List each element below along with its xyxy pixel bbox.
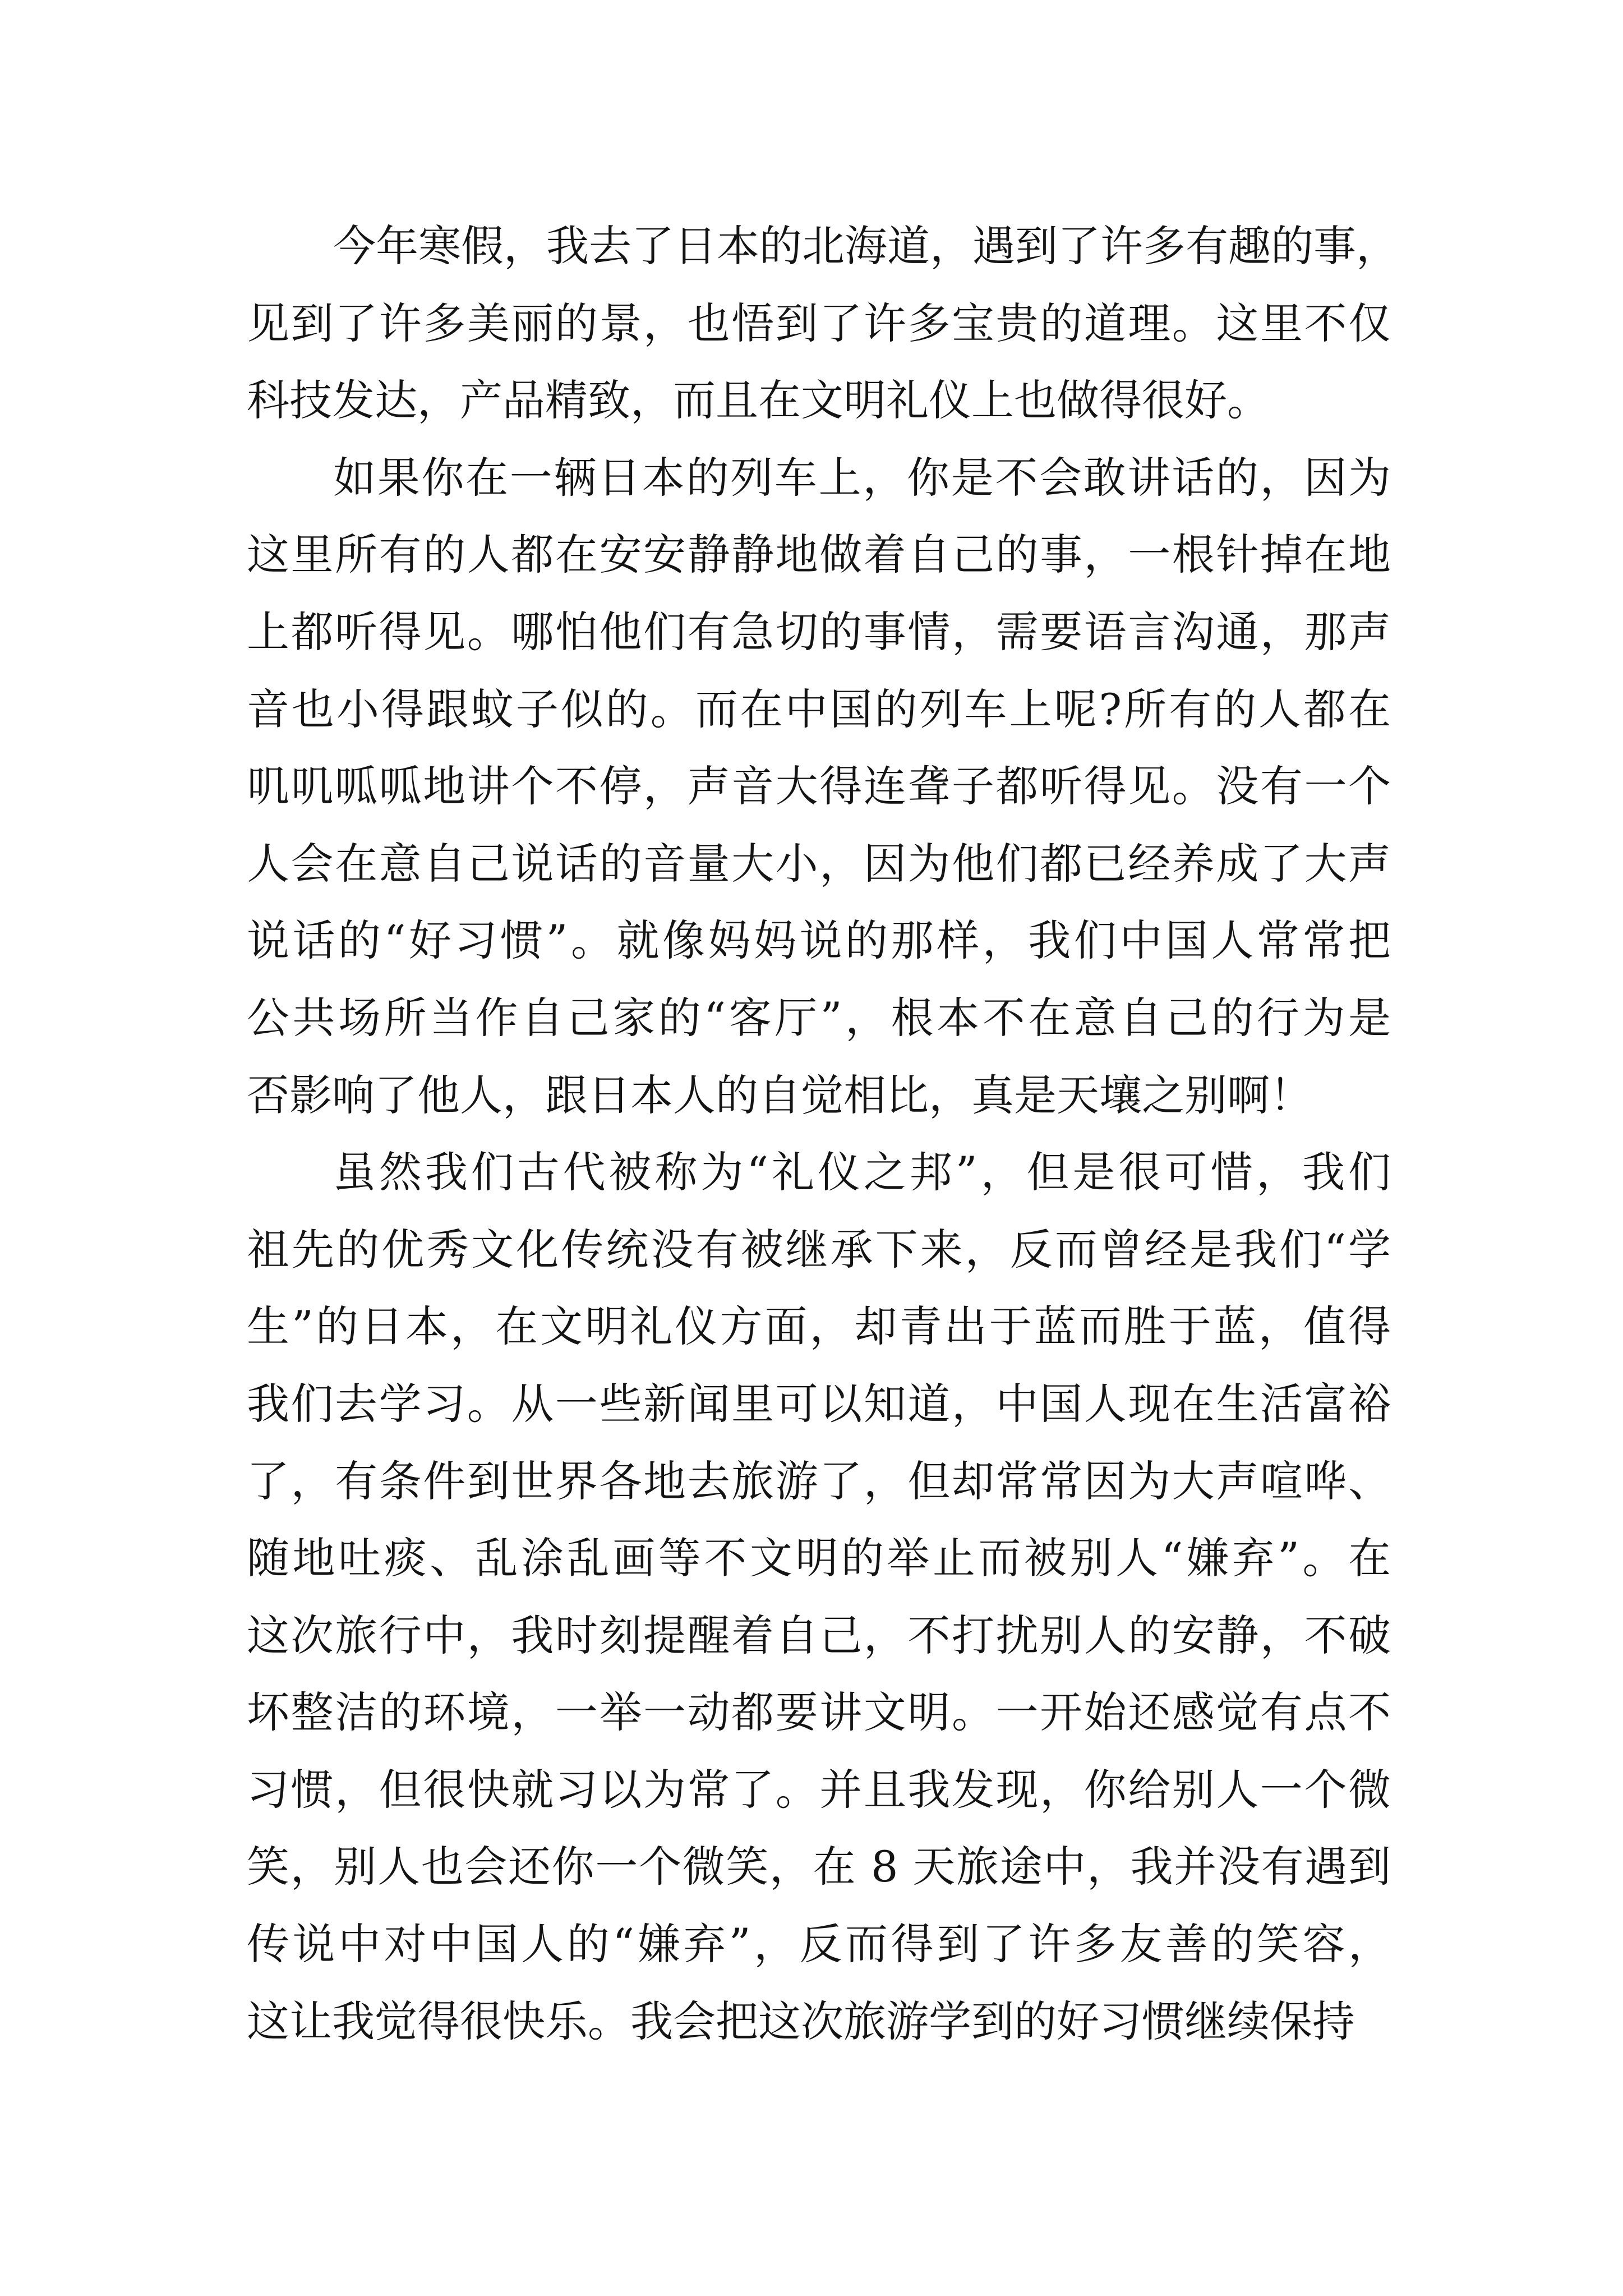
text-line: 说话的“好习惯”。就像妈妈说的那样，我们中国人常常把 [247,915,1391,966]
text-line: 随地吐痰、乱涂乱画等不文明的举止而被别人“嫌弃”。在 [247,1533,1391,1584]
text-line: 传说中对中国人的“嫌弃”，反而得到了许多友善的笑容， [247,1919,1391,1970]
text-line: 虽然我们古代被称为“礼仪之邦”，但是很可惜，我们 [333,1147,1391,1198]
text-line: 生”的日本，在文明礼仪方面，却青出于蓝而胜于蓝，值得 [247,1301,1391,1352]
text-line: 这里所有的人都在安安静静地做着自己的事，一根针掉在地 [247,530,1391,580]
paragraph-3 [247,1134,1391,2060]
text-line: 我们去学习。从一些新闻里可以知道，中国人现在生活富裕 [247,1378,1391,1429]
text-line: 如果你在一辆日本的列车上，你是不会敢讲话的，因为 [333,452,1391,503]
text-line: 音也小得跟蚊子似的。而在中国的列车上呢?所有的人都在 [247,684,1391,734]
text-line: 习惯，但很快就习以为常了。并且我发现，你给别人一个微 [247,1764,1391,1815]
text-line: 人会在意自己说话的音量大小，因为他们都已经养成了大声 [247,838,1391,889]
text-line: 否影响了他人，跟日本人的自觉相比，真是天壤之别啊！ [247,1070,1312,1120]
text-line: 坏整洁的环境，一举一动都要讲文明。一开始还感觉有点不 [247,1687,1391,1738]
text-line: 这次旅行中，我时刻提醒着自己，不打扰别人的安静，不破 [247,1610,1391,1660]
paragraph-2 [247,439,1391,1134]
text-line: 祖先的优秀文化传统没有被继承下来，反而曾经是我们“学 [247,1224,1391,1274]
text-line: 了，有条件到世界各地去旅游了，但却常常因为大声喧哗、 [247,1456,1391,1506]
text-line: 笑，别人也会还你一个微笑，在 8 天旅途中，我并没有遇到 [247,1842,1391,1892]
text-line: 这让我觉得很快乐。我会把这次旅游学到的好习惯继续保持 [247,1996,1355,2046]
text-line: 上都听得见。哪怕他们有急切的事情，需要语言沟通，那声 [247,606,1391,657]
text-line: 公共场所当作自己家的“客厅”，根本不在意自己的行为是 [247,992,1391,1043]
text-line: 叽叽呱呱地讲个不停，声音大得连聋子都听得见。没有一个 [247,761,1391,812]
document-body [247,208,1399,2060]
text-line: 科技发达，产品精致，而且在文明礼仪上也做得很好。 [247,375,1270,426]
text-line: 今年寒假，我去了日本的北海道，遇到了许多有趣的事， [333,221,1399,271]
paragraph-1 [247,208,1399,439]
text-line: 见到了许多美丽的景，也悟到了许多宝贵的道理。这里不仅 [247,298,1391,348]
